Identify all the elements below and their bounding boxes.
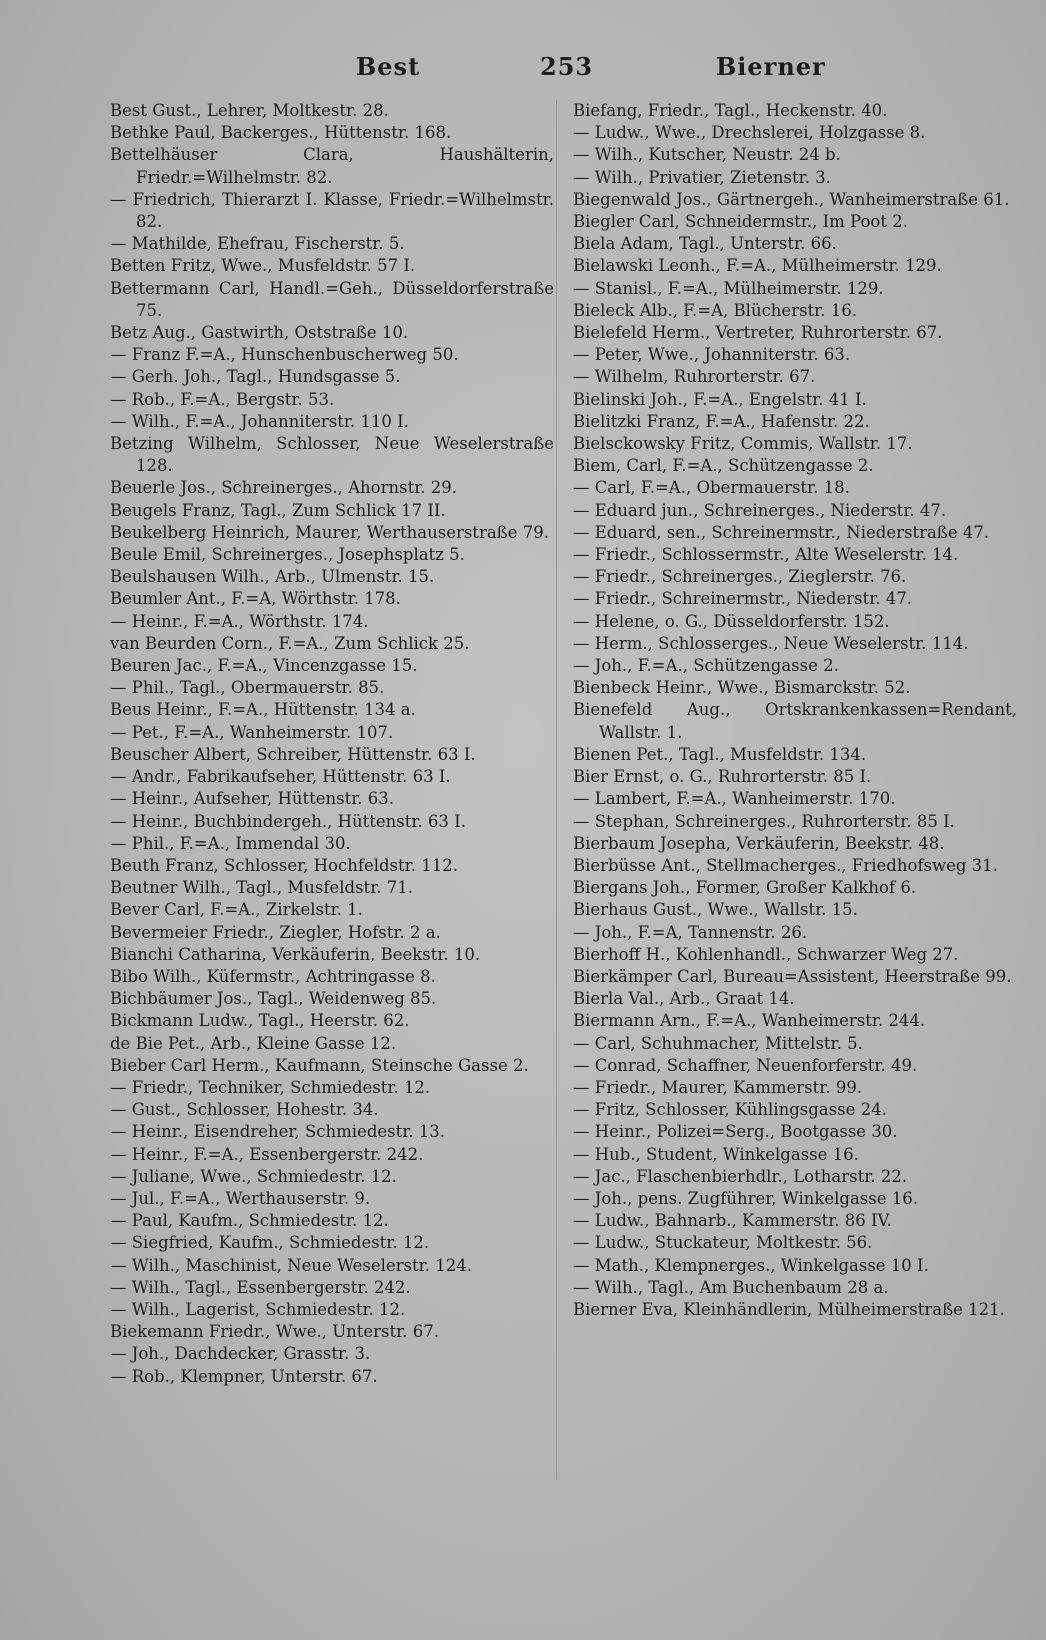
directory-entry: — Phil., F.=A., Immendal 30. bbox=[110, 833, 351, 853]
directory-entry: — Friedr., Schreinerges., Zieglerstr. 76. bbox=[573, 567, 907, 587]
directory-entry: Beulshausen Wilh., Arb., Ulmenstr. 15. bbox=[110, 567, 435, 587]
directory-entry: — Gerh. Joh., Tagl., Hundsgasse 5. bbox=[110, 367, 401, 387]
directory-entry: — Siegfried, Kaufm., Schmiedestr. 12. bbox=[110, 1233, 430, 1253]
directory-entry: — Gust., Schlosser, Hohestr. 34. bbox=[110, 1100, 379, 1120]
header-left-keyword: Best bbox=[356, 52, 421, 81]
directory-entry: — Lambert, F.=A., Wanheimerstr. 170. bbox=[573, 789, 896, 809]
directory-entry: — Jul., F.=A., Werthauserstr. 9. bbox=[110, 1188, 371, 1208]
directory-entry: Bierkämper Carl, Bureau=Assistent, Heerstraße 99. bbox=[573, 966, 1012, 986]
directory-entry: — Joh., F.=A., Schützengasse 2. bbox=[573, 656, 839, 676]
directory-entry: — Friedr., Techniker, Schmiedestr. 12. bbox=[110, 1077, 431, 1097]
directory-entry: — Franz F.=A., Hunschenbuscherweg 50. bbox=[110, 345, 459, 365]
directory-entry: Beule Emil, Schreinerges., Josephsplatz 5. bbox=[110, 545, 465, 565]
directory-entry: — Wilh., Privatier, Zietenstr. 3. bbox=[573, 167, 831, 187]
directory-entry: Bibo Wilh., Küfermstr., Achtringasse 8. bbox=[110, 966, 436, 986]
directory-entry: — Friedr., Schlossermstr., Alte Weselerstr. 14. bbox=[573, 545, 959, 565]
directory-entry: — Peter, Wwe., Johanniterstr. 63. bbox=[573, 345, 851, 365]
right-column bbox=[573, 100, 1017, 1321]
directory-entry: Bienefeld Aug., Ortskrankenkassen=Rendant, Wallstr. 1. bbox=[573, 700, 1017, 742]
directory-entry: de Bie Pet., Arb., Kleine Gasse 12. bbox=[110, 1033, 397, 1053]
directory-entry: Beus Heinr., F.=A., Hüttenstr. 134 a. bbox=[110, 700, 416, 720]
directory-entry: — Pet., F.=A., Wanheimerstr. 107. bbox=[110, 722, 394, 742]
directory-entry: — Stanisl., F.=A., Mülheimerstr. 129. bbox=[573, 278, 884, 298]
directory-entry: Bieleck Alb., F.=A, Blücherstr. 16. bbox=[573, 300, 857, 320]
directory-entry: Biegenwald Jos., Gärtnergeh., Wanheimerstraße 61. bbox=[573, 189, 1010, 209]
directory-entry: — Mathilde, Ehefrau, Fischerstr. 5. bbox=[110, 234, 405, 254]
directory-entry: — Friedr., Schreinermstr., Niederstr. 47. bbox=[573, 589, 913, 609]
directory-entry: — Eduard jun., Schreinerges., Niederstr. 47. bbox=[573, 500, 947, 520]
page-header bbox=[0, 52, 1046, 84]
directory-entry: — Ludw., Bahnarb., Kammerstr. 86 IV. bbox=[573, 1211, 892, 1231]
directory-entry: — Rob., Klempner, Unterstr. 67. bbox=[110, 1366, 378, 1386]
directory-entry: — Friedrich, Thierarzt I. Klasse, Friedr.=Wilhelmstr. 82. bbox=[110, 189, 554, 232]
directory-entry: Beutner Wilh., Tagl., Musfeldstr. 71. bbox=[110, 878, 413, 898]
directory-entry: Betz Aug., Gastwirth, Oststraße 10. bbox=[110, 323, 409, 343]
directory-entry: Betten Fritz, Wwe., Musfeldstr. 57 I. bbox=[110, 256, 416, 276]
directory-entry: Best Gust., Lehrer, Moltkestr. 28. bbox=[110, 101, 389, 120]
directory-entry: — Ludw., Stuckateur, Moltkestr. 56. bbox=[573, 1233, 873, 1253]
directory-entry: — Ludw., Wwe., Drechslerei, Holzgasse 8. bbox=[573, 123, 926, 143]
directory-entry: — Joh., Dachdecker, Grasstr. 3. bbox=[110, 1344, 371, 1364]
directory-entry: — Juliane, Wwe., Schmiedestr. 12. bbox=[110, 1166, 397, 1186]
directory-entry: Bierhaus Gust., Wwe., Wallstr. 15. bbox=[573, 900, 858, 920]
directory-entry: Biefang, Friedr., Tagl., Heckenstr. 40. bbox=[573, 101, 888, 120]
directory-entry: Bielefeld Herm., Vertreter, Ruhrorterstr. 67. bbox=[573, 323, 943, 343]
directory-entry: Bielitzki Franz, F.=A., Hafenstr. 22. bbox=[573, 411, 870, 431]
directory-entry: Biem, Carl, F.=A., Schützengasse 2. bbox=[573, 456, 874, 476]
directory-entry: — Heinr., Aufseher, Hüttenstr. 63. bbox=[110, 789, 395, 809]
directory-entry: Bichbäumer Jos., Tagl., Weidenweg 85. bbox=[110, 989, 437, 1009]
directory-entry: Bieber Carl Herm., Kaufmann, Steinsche Gasse 2. bbox=[110, 1055, 529, 1075]
directory-entry: Bevermeier Friedr., Ziegler, Hofstr. 2 a. bbox=[110, 922, 441, 942]
directory-entry: Beuren Jac., F.=A., Vincenzgasse 15. bbox=[110, 656, 418, 676]
directory-entry: Bielsckowsky Fritz, Commis, Wallstr. 17. bbox=[573, 434, 913, 454]
directory-entry: — Eduard, sen., Schreinermstr., Niederstraße 47. bbox=[573, 522, 990, 542]
directory-entry: Beugels Franz, Tagl., Zum Schlick 17 II. bbox=[110, 500, 446, 520]
directory-entry: — Heinr., Eisendreher, Schmiedestr. 13. bbox=[110, 1122, 446, 1142]
directory-entry: Biegler Carl, Schneidermstr., Im Poot 2. bbox=[573, 212, 908, 232]
directory-entry: — Wilh., Maschinist, Neue Weselerstr. 124. bbox=[110, 1255, 472, 1275]
directory-entry: Bierbaum Josepha, Verkäuferin, Beekstr. 48. bbox=[573, 833, 945, 853]
directory-entry: — Joh., F.=A, Tannenstr. 26. bbox=[573, 922, 808, 942]
directory-entry: — Joh., pens. Zugführer, Winkelgasse 16. bbox=[573, 1188, 918, 1208]
directory-entry: Beuerle Jos., Schreinerges., Ahornstr. 29. bbox=[110, 478, 458, 498]
directory-entry: Bier Ernst, o. G., Ruhrorterstr. 85 I. bbox=[573, 767, 872, 787]
directory-entry: — Carl, F.=A., Obermauerstr. 18. bbox=[573, 478, 850, 498]
left-column bbox=[110, 100, 554, 1388]
directory-entry: — Wilh., Tagl., Essenbergerstr. 242. bbox=[110, 1277, 411, 1297]
directory-entry: Bierhoff H., Kohlenhandl., Schwarzer Weg 27. bbox=[573, 944, 959, 964]
directory-entry: — Jac., Flaschenbierhdlr., Lotharstr. 22. bbox=[573, 1166, 908, 1186]
directory-entry: — Helene, o. G., Düsseldorferstr. 152. bbox=[573, 611, 890, 631]
directory-entry: Betzing Wilhelm, Schlosser, Neue Weselerstraße 128. bbox=[110, 434, 554, 476]
directory-entry: Bianchi Catharina, Verkäuferin, Beekstr. 10. bbox=[110, 944, 481, 964]
header-right-keyword: Bierner bbox=[716, 52, 826, 81]
directory-entry: van Beurden Corn., F.=A., Zum Schlick 25. bbox=[110, 633, 470, 653]
directory-entry: Bielawski Leonh., F.=A., Mülheimerstr. 129. bbox=[573, 256, 942, 276]
directory-entry: — Heinr., F.=A., Essenbergerstr. 242. bbox=[110, 1144, 424, 1164]
directory-entry: — Herm., Schlosserges., Neue Weselerstr. 114. bbox=[573, 633, 969, 653]
directory-entry: — Paul, Kaufm., Schmiedestr. 12. bbox=[110, 1211, 389, 1231]
directory-entry: Bielinski Joh., F.=A., Engelstr. 41 I. bbox=[573, 389, 867, 409]
directory-entry: Bettermann Carl, Handl.=Geh., Düsseldorferstraße 75. bbox=[110, 278, 554, 320]
directory-entry: Bienen Pet., Tagl., Musfeldstr. 134. bbox=[573, 744, 867, 764]
directory-entry: — Heinr., F.=A., Wörthstr. 174. bbox=[110, 611, 369, 631]
page-number: 253 bbox=[540, 52, 594, 81]
directory-entry: — Wilh., Kutscher, Neustr. 24 b. bbox=[573, 145, 841, 165]
directory-entry: — Heinr., Buchbindergeh., Hüttenstr. 63 I. bbox=[110, 811, 466, 831]
directory-entry: Beuth Franz, Schlosser, Hochfeldstr. 112. bbox=[110, 855, 458, 875]
directory-entry: — Friedr., Maurer, Kammerstr. 99. bbox=[573, 1077, 863, 1097]
directory-entry: Bierbüsse Ant., Stellmacherges., Friedhofsweg 31. bbox=[573, 855, 998, 875]
directory-entry: — Rob., F.=A., Bergstr. 53. bbox=[110, 389, 335, 409]
directory-entry: Biergans Joh., Former, Großer Kalkhof 6. bbox=[573, 878, 917, 898]
directory-entry: — Phil., Tagl., Obermauerstr. 85. bbox=[110, 678, 385, 698]
directory-entry: — Math., Klempnerges., Winkelgasse 10 I. bbox=[573, 1255, 929, 1275]
directory-entry: Beuscher Albert, Schreiber, Hüttenstr. 63 I. bbox=[110, 744, 476, 764]
directory-entry: — Hub., Student, Winkelgasse 16. bbox=[573, 1144, 859, 1164]
directory-entry: Biekemann Friedr., Wwe., Unterstr. 67. bbox=[110, 1322, 439, 1342]
directory-entry: — Wilhelm, Ruhrorterstr. 67. bbox=[573, 367, 816, 387]
directory-entry: — Fritz, Schlosser, Kühlingsgasse 24. bbox=[573, 1100, 887, 1120]
directory-entry: — Wilh., F.=A., Johanniterstr. 110 I. bbox=[110, 411, 409, 431]
directory-entry: — Stephan, Schreinerges., Ruhrorterstr. 85 I. bbox=[573, 811, 955, 831]
directory-entry: — Heinr., Polizei=Serg., Bootgasse 30. bbox=[573, 1122, 898, 1142]
directory-entry: — Wilh., Tagl., Am Buchenbaum 28 a. bbox=[573, 1277, 889, 1297]
directory-entry: Bierner Eva, Kleinhändlerin, Mülheimerstraße 121. bbox=[573, 1299, 1005, 1319]
directory-entry: Beumler Ant., F.=A, Wörthstr. 178. bbox=[110, 589, 401, 609]
column-divider bbox=[556, 100, 557, 1480]
directory-entry: Bickmann Ludw., Tagl., Heerstr. 62. bbox=[110, 1011, 410, 1031]
directory-entry: — Conrad, Schaffner, Neuenforferstr. 49. bbox=[573, 1055, 918, 1075]
directory-entry: Bever Carl, F.=A., Zirkelstr. 1. bbox=[110, 900, 363, 920]
directory-entry: Bethke Paul, Backerges., Hüttenstr. 168. bbox=[110, 123, 452, 143]
directory-entry: Biermann Arn., F.=A., Wanheimerstr. 244. bbox=[573, 1011, 926, 1031]
directory-entry: Bettelhäuser Clara, Haushälterin, Friedr.=Wilhelmstr. 82. bbox=[110, 145, 554, 187]
directory-entry: Bierla Val., Arb., Graat 14. bbox=[573, 989, 795, 1009]
directory-entry: Beukelberg Heinrich, Maurer, Werthauserstraße 79. bbox=[110, 522, 549, 542]
directory-entry: — Carl, Schuhmacher, Mittelstr. 5. bbox=[573, 1033, 863, 1053]
directory-entry: Biela Adam, Tagl., Unterstr. 66. bbox=[573, 234, 837, 254]
directory-entry: Bienbeck Heinr., Wwe., Bismarckstr. 52. bbox=[573, 678, 911, 698]
directory-entry: — Wilh., Lagerist, Schmiedestr. 12. bbox=[110, 1299, 406, 1319]
directory-entry: — Andr., Fabrikaufseher, Hüttenstr. 63 I. bbox=[110, 767, 451, 787]
